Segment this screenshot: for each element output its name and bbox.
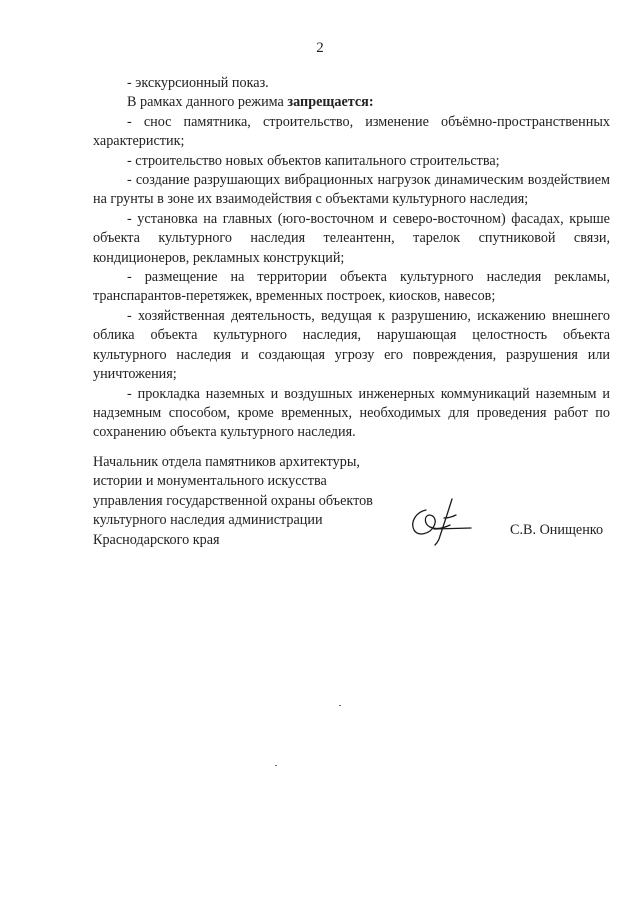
document-body <box>93 74 610 443</box>
prohibition-keyword: запрещается: <box>287 94 374 111</box>
list-item: - строительство новых объектов капитального строительства; <box>127 152 500 169</box>
list-item: - размещение на территории объекта культурного наследия рекламы, транспарантов-перетяжек, временных построек, киосков, навесов; <box>93 269 610 305</box>
list-item: - установка на главных (юго-восточном и северо-восточном) фасадах, крыше объекта культурного наследия телеантенн, тарелок спутниковой связи, кондиционеров, рекламных конструкций; <box>93 210 610 266</box>
prohibition-intro <box>93 93 610 112</box>
list-item: - экскурсионный показ. <box>127 75 269 91</box>
list-item: - прокладка наземных и воздушных инженерных коммуникаций наземным и надземным способом, кроме временных, необходимых для проведения работ по сохранению объекта культурного наследия. <box>93 385 610 441</box>
list-item: - создание разрушающих вибрационных нагрузок динамическим воздействием на грунты в зоне их взаимодействия с объектами культурного наследия; <box>93 172 610 208</box>
position-line: истории и монументального искусства <box>93 473 327 490</box>
list-item: - снос памятника, строительство, изменение объёмно-пространственных характеристик; <box>93 113 610 150</box>
signatory-name: С.В. Онищенко <box>510 522 604 538</box>
scan-speck <box>339 705 341 706</box>
position-line: Краснодарского края <box>93 531 220 548</box>
handwritten-signature <box>404 496 474 548</box>
scan-speck <box>275 765 277 766</box>
position-line: культурного наследия администрации <box>93 512 323 529</box>
signatory-position <box>93 453 393 550</box>
page-number: 2 <box>316 40 324 56</box>
prohibition-intro-text: В рамках данного режима <box>127 94 288 111</box>
position-line: управления государственной охраны объектов <box>93 492 373 509</box>
position-line: Начальник отдела памятников архитектуры, <box>93 454 360 470</box>
list-item: - хозяйственная деятельность, ведущая к разрушению, искажению внешнего облика объекта культурного наследия, нарушающая целостность объекта культурного наследия и создающая угрозу его повреждения, разрушения или уничтожения; <box>93 307 610 383</box>
